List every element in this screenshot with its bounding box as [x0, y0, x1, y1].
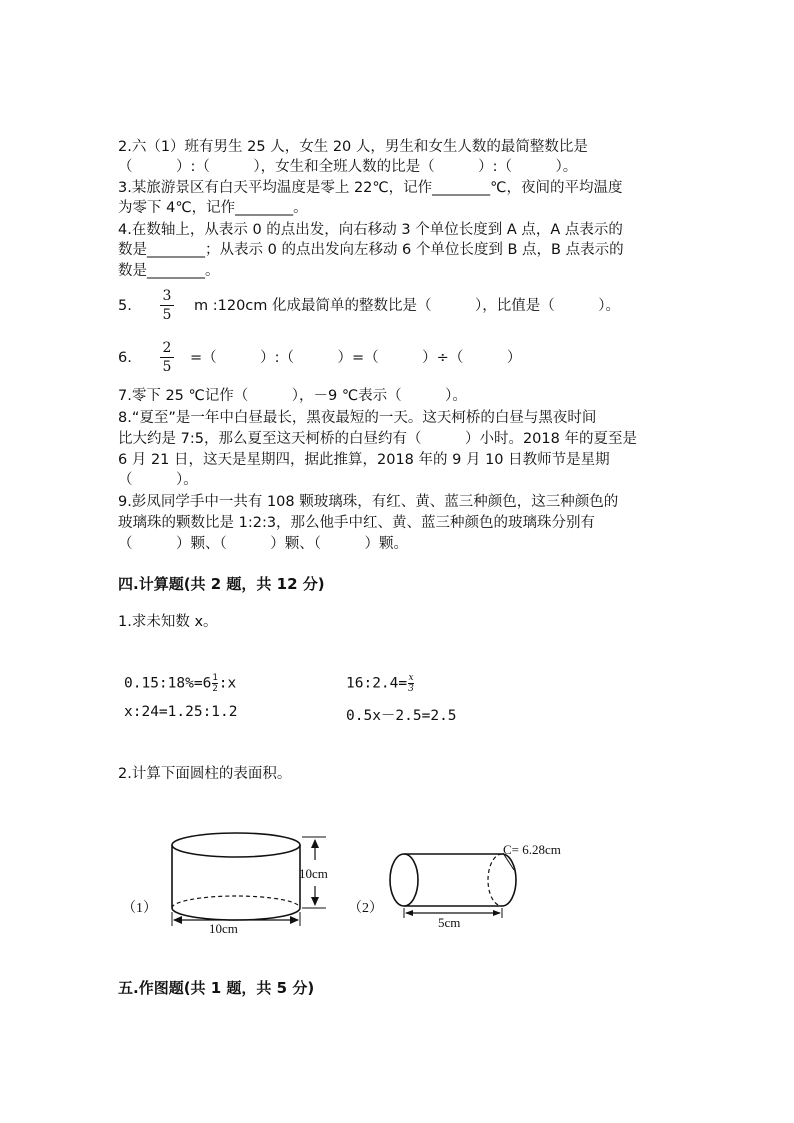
q6-text: =（ ）:（ ）=（ ）÷（ ） — [190, 350, 522, 366]
cylinder-1-height: 10cm — [299, 866, 328, 881]
equation-1: $0.15:18\%=6\frac{1}{2}$ :x — [124, 673, 237, 694]
q5-number: 5. — [118, 298, 132, 314]
equation-4: 0.5x－2.5=2.5 — [346, 708, 457, 724]
cylinder-2-circumference: C= 6.28cm — [503, 842, 561, 857]
q9-line-3: （ ）颗、（ ）颗、（ ）颗。 — [118, 536, 408, 552]
q5-fraction: 3 5 — [160, 288, 174, 323]
q4-line-1: 4.在数轴上，从表示 0 的点出发，向右移动 3 个单位长度到 A 点，A 点表示的 — [118, 222, 623, 238]
section-4-title: 四.计算题(共 2 题，共 12 分) — [118, 575, 325, 593]
q9-line-2: 玻璃珠的颗数比是 1:2:3，那么他手中红、黄、蓝三种颜色的玻璃珠分别有 — [118, 515, 596, 531]
section-4-q1: 1.求未知数 x。 — [118, 614, 218, 630]
q4-line-3: 数是________。 — [118, 263, 220, 279]
q5-text: m :120cm 化成最简单的整数比是（ ），比值是（ ）。 — [194, 298, 620, 314]
cylinder-1-label: （1） — [122, 901, 157, 916]
section-4-q2: 2.计算下面圆柱的表面积。 — [118, 766, 292, 782]
cylinder-1-diameter: 10cm — [209, 921, 238, 936]
q6-number: 6. — [118, 350, 132, 366]
q3-line-2: 为零下 4℃，记作________。 — [118, 200, 308, 216]
cylinder-2-label: （2） — [348, 901, 383, 916]
q2-line-2: （ ）:（ ），女生和全班人数的比是（ ）:（ ）。 — [118, 159, 578, 175]
q4-line-2: 数是________；从表示 0 的点出发向左移动 6 个单位长度到 B 点，B 点表示的 — [118, 242, 624, 258]
q2-line-1: 2.六（1）班有男生 25 人，女生 20 人，男生和女生人数的最简整数比是 — [118, 139, 588, 155]
q8-line-2: 比大约是 7:5，那么夏至这天柯桥的白昼约有（ ）小时。2018 年的夏至是 — [118, 431, 637, 447]
q8-line-1: 8.“夏至”是一年中白昼最长，黑夜最短的一天。这天柯桥的白昼与黑夜时间 — [118, 410, 597, 426]
q9-line-1: 9.彭凤同学手中一共有 108 颗玻璃珠，有红、黄、蓝三种颜色，这三种颜色的 — [118, 494, 619, 510]
q7-line: 7.零下 25 ℃记作（ ），－9 ℃表示（ ）。 — [118, 388, 467, 404]
cylinder-figures — [0, 800, 794, 980]
q8-line-3: 6 月 21 日，这天是星期四，据此推算，2018 年的 9 月 10 日教师节是星期 — [118, 452, 610, 468]
equation-2: $16:2.4=\frac{x}{3}$ — [346, 673, 414, 694]
q3-line-1: 3.某旅游景区有白天平均温度是零上 22℃，记作________℃，夜间的平均温度 — [118, 180, 623, 196]
cylinder-2-length: 5cm — [438, 915, 461, 930]
q6-fraction: 2 5 — [160, 340, 174, 375]
q8-line-4: （ ）。 — [118, 472, 198, 488]
cylinder-2-diagram — [390, 853, 516, 918]
equation-3: x:24=1.25:1.2 — [124, 704, 238, 720]
section-5-title: 五.作图题(共 1 题，共 5 分) — [118, 979, 315, 997]
